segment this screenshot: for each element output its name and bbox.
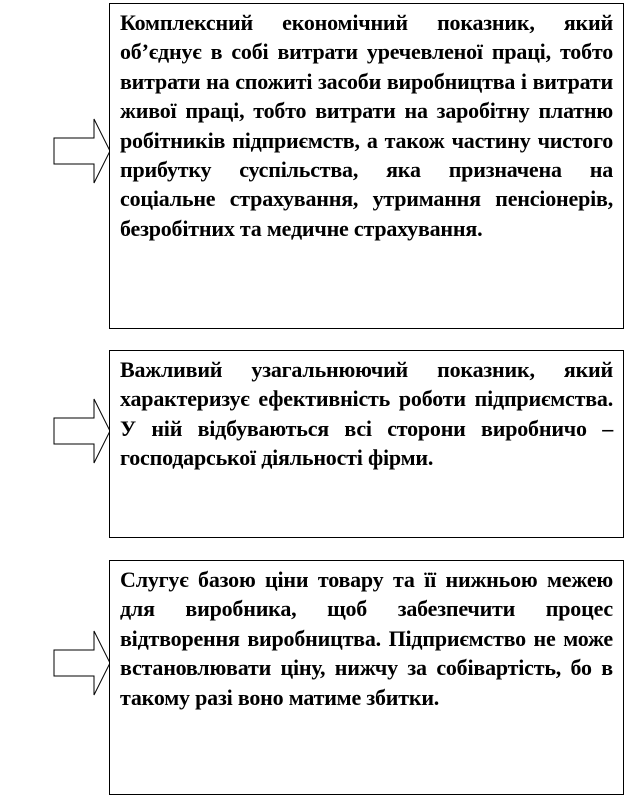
definition-text-2: Важливий узагальнюючий показник, який характеризує ефективність роботи підприємства. У ній відбуваються всі сторони виробничо – господарської діяльності фірми. xyxy=(120,357,613,471)
arrow-right-icon xyxy=(53,398,111,464)
definition-text-3: Слугує базою ціни товару та її нижньою межею для виробника, щоб забезпечити процес відтворення виробництва. Підприємство не може встановлювати ціну, нижчу за собівартість, бо в такому разі воно матиме збитки. xyxy=(120,567,613,710)
arrow-right-icon xyxy=(53,118,111,184)
definition-box-2 xyxy=(109,350,624,538)
definition-box-1 xyxy=(109,3,624,329)
definition-box-3 xyxy=(109,560,624,795)
definition-text-1: Комплексний економічний показник, який об’єднує в собі витрати уречевленої праці, тобто витрати на спожиті засоби виробництва і витрати живої праці, тобто витрати на заробітну платню робітників підприємств, а також частину чистого прибутку суспільства, яка призначена на соціальне страхування, утримання пенсіонерів, безробітних та медичне страхування. xyxy=(120,10,613,241)
arrow-right-icon xyxy=(53,630,111,696)
